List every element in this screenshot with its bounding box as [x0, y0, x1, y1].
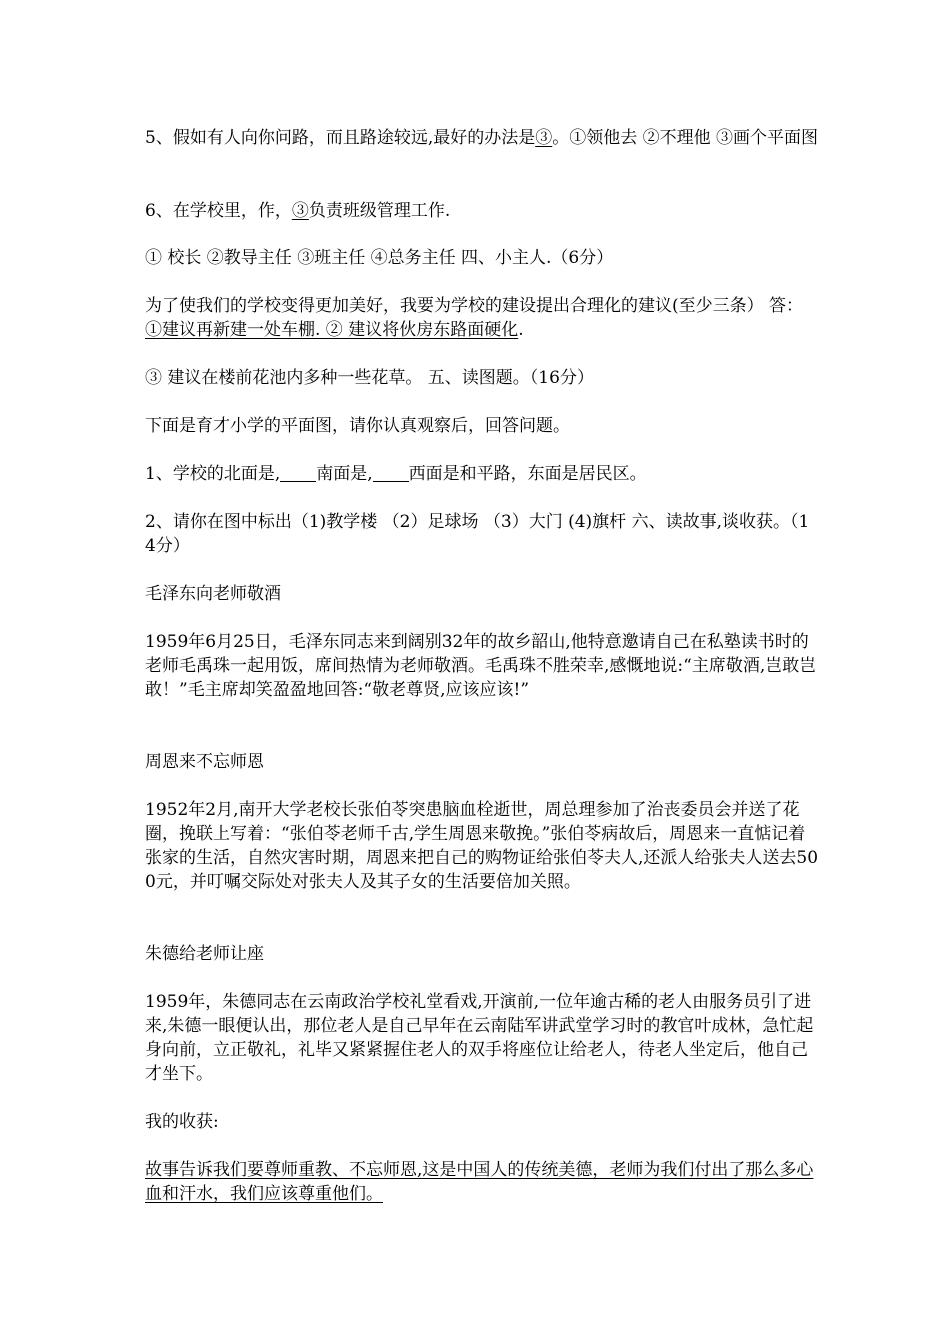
story-2-body: 1952年2月,南开大学老校长张伯苓突患脑血栓逝世，周总理参加了治丧委员会并送了花圈，挽联上写着：“张伯苓老师千古,学生周恩来敬挽。”张伯苓病故后，周恩来一直惦记着张家的生活，自然灾害时期，周恩来把自己的购物证给张伯苓夫人,还派人给张夫人送去500元，并叮嘱交际处对张夫人及其子女的生活要倍加关照。 [145, 800, 819, 892]
map-question-1 [145, 462, 820, 486]
map-q1-rest: 西面是和平路，东面是居民区。 [408, 464, 647, 484]
story-3-body: 1959年，朱德同志在云南政治学校礼堂看戏,开演前,一位年逾古稀的老人由服务员引了进来,朱德一眼便认出，那位老人是自己早年在云南陆军讲武堂学习时的教官叶成林，急忙起身向前，立正敬礼，礼毕又紧紧握住老人的双手将座位让给老人，待老人坐定后，他自己才坐下。 [145, 992, 814, 1084]
question-6-options: ① 校长 ②教导主任 ③班主任 ④总务主任 四、小主人.（6分） [145, 248, 614, 268]
story-1-title: 毛泽东向老师敬酒 [145, 584, 281, 604]
map-q1-north-blank [280, 464, 316, 482]
section-4-answer: ①建议再新建一处车棚. ② 建议将伙房东路面硬化 [145, 320, 519, 340]
suggestion-3: ③ 建议在楼前花池内多种一些花草。 五、读图题。（16分） [145, 368, 594, 388]
map-q1-south: 南面是, [316, 464, 373, 484]
story-3-title: 朱德给老师让座 [145, 944, 264, 964]
question-6-rest: 负责班级管理工作. [308, 201, 451, 221]
question-6 [145, 199, 820, 223]
harvest-answer [145, 1158, 820, 1206]
question-5-answer: ③ [535, 128, 553, 148]
harvest-label: 我的收获: [145, 1112, 219, 1132]
question-5-options: 。①领他去 ②不理他 ③画个平面图 [552, 128, 819, 148]
story-1-body: 1959年6月25日，毛泽东同志来到阔别32年的故乡韶山,他特意邀请自己在私塾读书时的老师毛禹珠一起用饭，席间热情为老师敬酒。毛禹珠不胜荣幸,感慨地说:“主席敬酒,岂敢岂敢！”毛主席却笑盈盈地回答:“敬老尊贤,应该应该!” [145, 632, 817, 700]
story-2-title: 周恩来不忘师恩 [145, 752, 264, 772]
harvest-answer-text: 故事告诉我们要尊师重教、不忘师恩,这是中国人的传统美德，老师为我们付出了那么多心血和汗水，我们应该尊重他们。 [145, 1160, 814, 1204]
section-4-end: . [518, 320, 524, 340]
section-4-prompt: 为了使我们的学校变得更加美好，我要为学校的建设提出合理化的建议(至少三条） 答： [145, 296, 804, 316]
question-5-text: 5、假如有人向你问路，而且路途较远,最好的办法是 [145, 128, 536, 148]
map-q1-north: 1、学校的北面是, [145, 464, 281, 484]
map-q1-south-blank [373, 464, 409, 482]
question-6-text: 6、在学校里，作， [145, 201, 292, 221]
section-4-suggestions [145, 294, 820, 342]
question-6-answer: ③ [291, 201, 309, 221]
map-intro: 下面是育才小学的平面图，请你认真观察后，回答问题。 [145, 416, 570, 436]
map-question-2: 2、请你在图中标出（1)教学楼 （2）足球场 （3）大门 (4)旗杆 六、读故事,谈收获。（14分） [145, 512, 810, 556]
question-5 [145, 126, 820, 150]
